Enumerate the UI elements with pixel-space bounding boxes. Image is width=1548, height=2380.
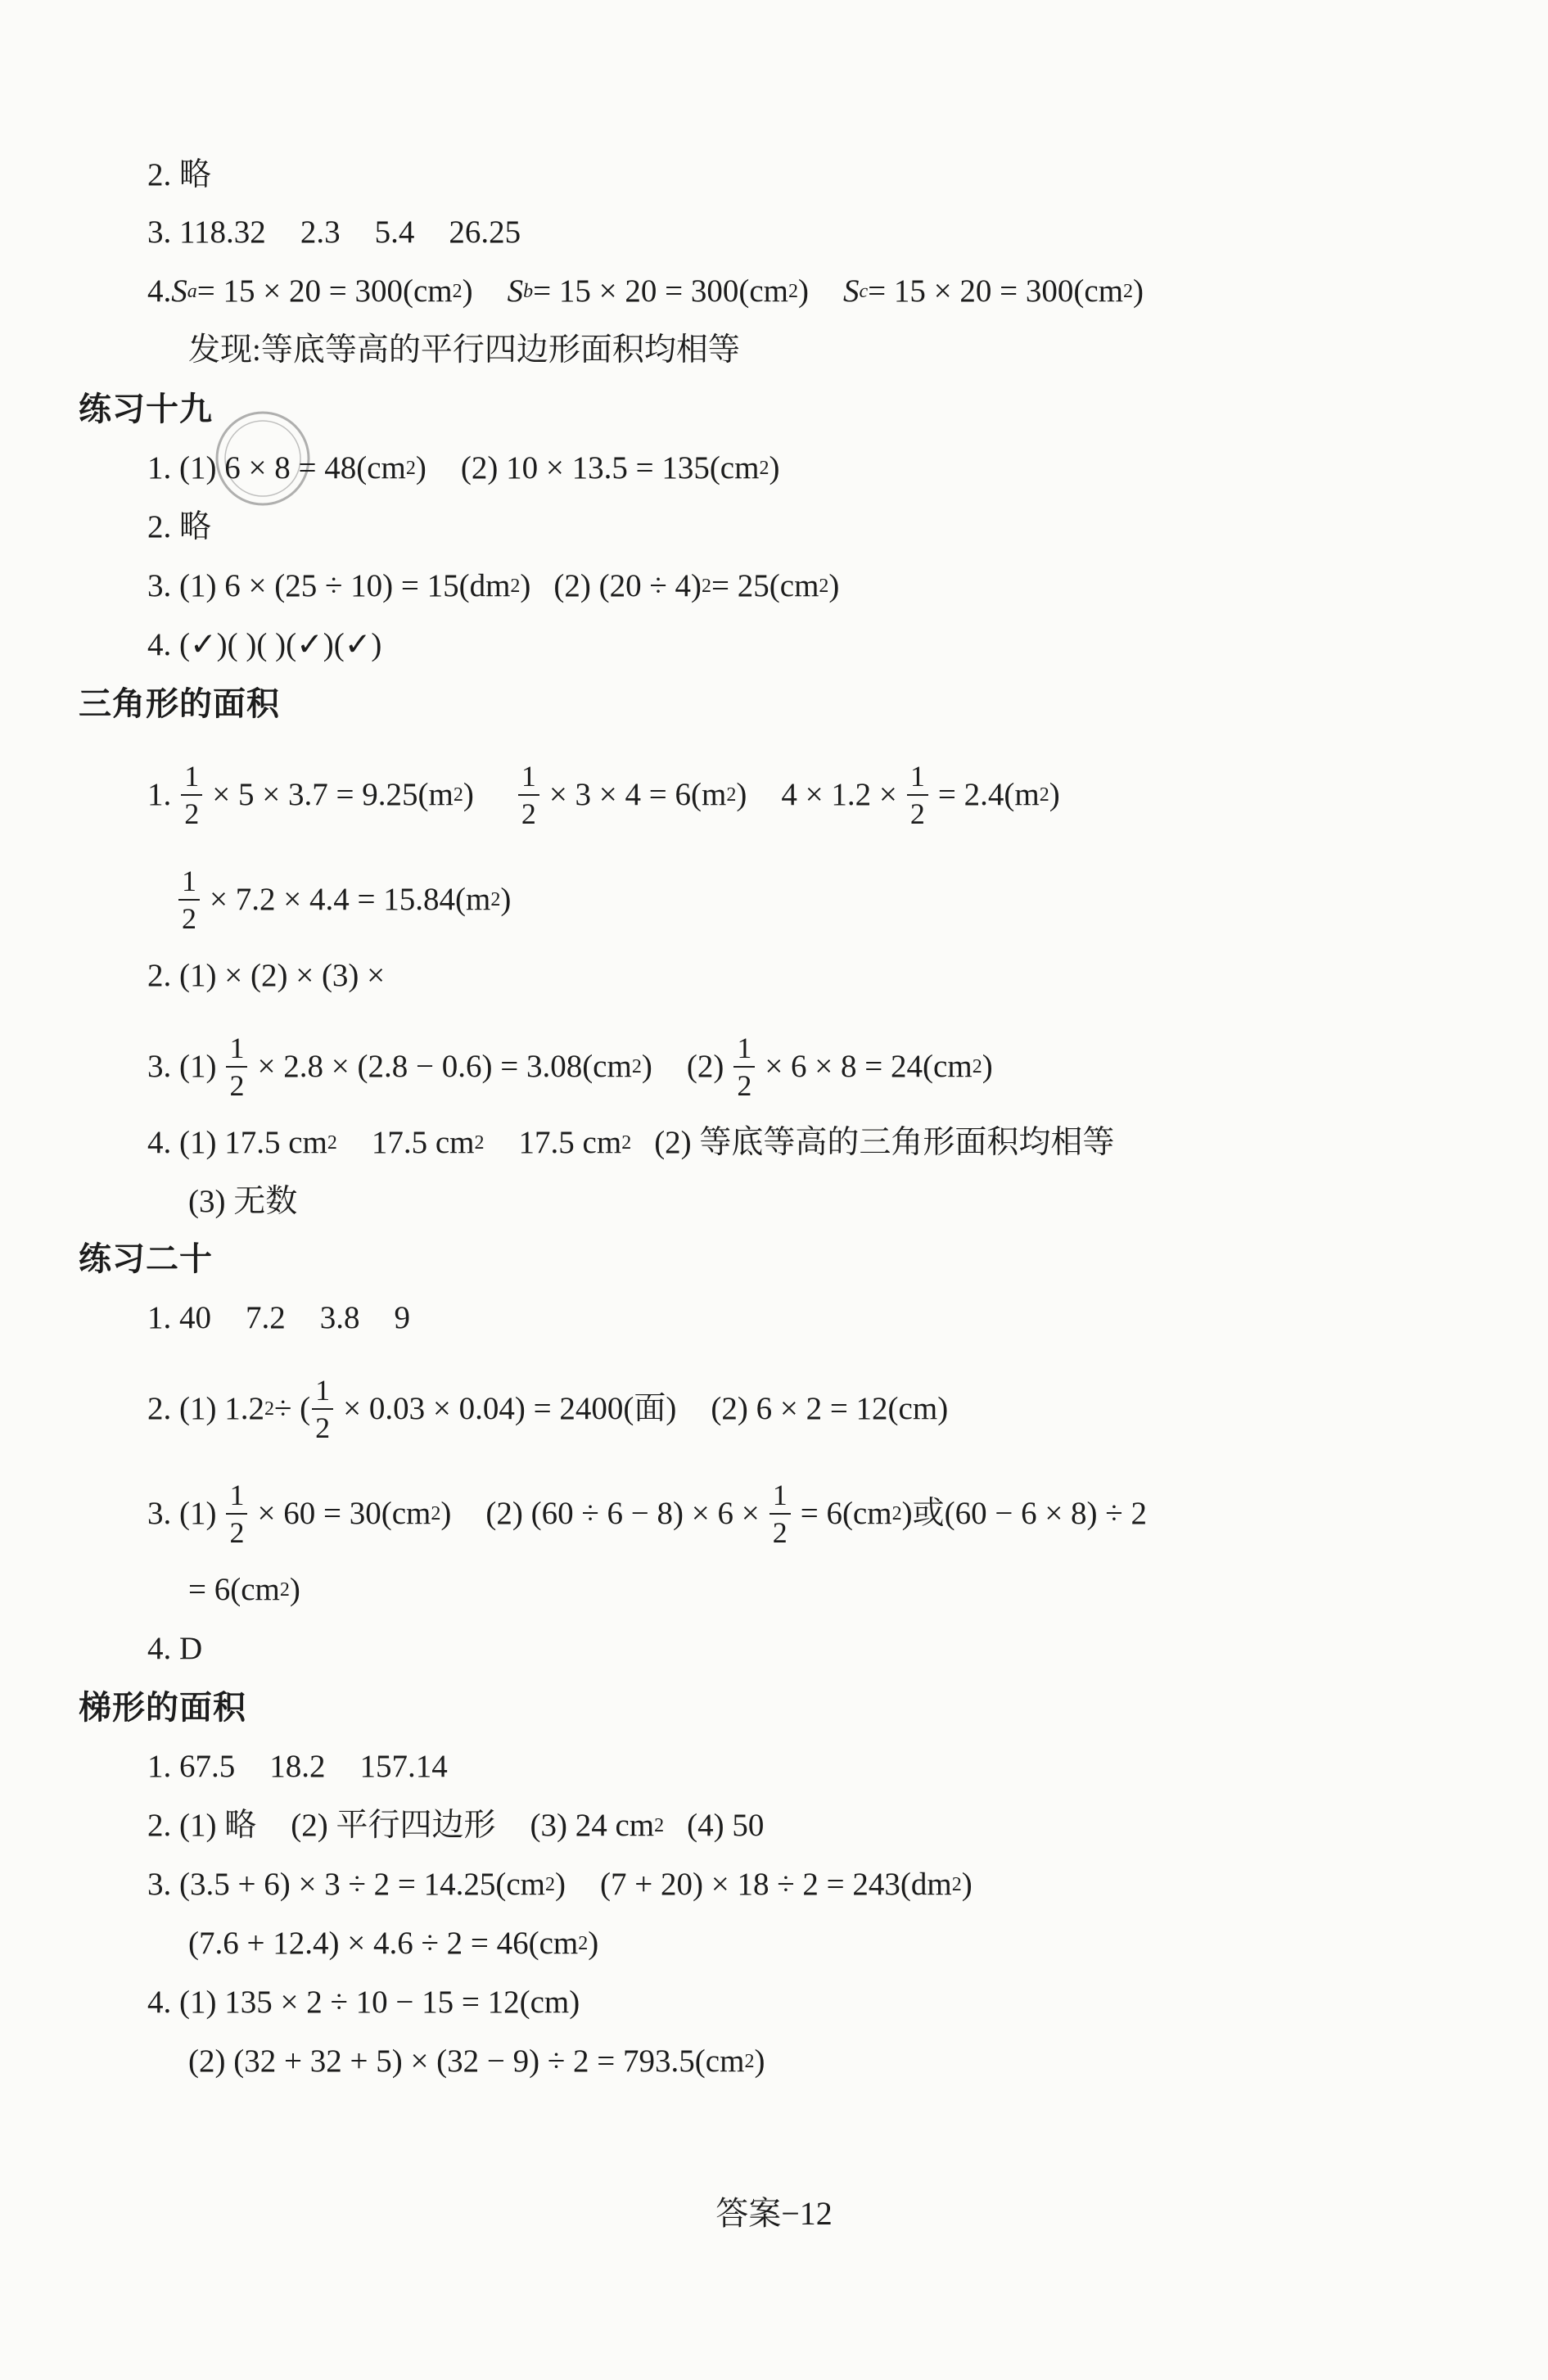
answer-line: 3. 118.32 2.3 5.4 26.25	[147, 215, 521, 250]
answer-line: 2. (1) × (2) × (3) ×	[147, 958, 386, 993]
answer-line: = 6(cm 2 )	[188, 1572, 300, 1607]
answer-line: 1. 67.5 18.2 157.14	[147, 1749, 448, 1784]
answer-line: 4. (1) 135 × 2 ÷ 10 − 15 = 12(cm)	[147, 1985, 580, 2020]
answer-line: 3. (1) $\frac{1}{2}$ × 2.8 × (2.8 − 0.6) = 3.08(cm 2 ) (2) $\frac{1}{2}$ × 6 × 8 = 24(cm 2 )	[147, 1032, 993, 1102]
answer-line: 1. (1) 6 × 8 = 48(cm 2 ) (2) 10 × 13.5 = 135(cm 2 )	[147, 450, 780, 485]
fraction-half: $\frac{1}{2}$	[733, 1033, 755, 1100]
fraction-half: $\frac{1}{2}$	[181, 761, 202, 829]
section-heading: 三角形的面积	[79, 685, 280, 723]
answer-line: (2) (32 + 32 + 5) × (32 − 9) ÷ 2 = 793.5(cm 2 )	[188, 2044, 765, 2079]
answer-line: 发现:等底等高的平行四边形面积均相等	[188, 332, 740, 368]
section-heading: 练习二十	[79, 1240, 213, 1278]
fraction-half: $\frac{1}{2}$	[178, 866, 200, 933]
answer-line: 4. (✓)( )( )(✓)(✓)	[147, 627, 382, 662]
answer-line: 1. 40 7.2 3.8 9	[147, 1300, 410, 1335]
answer-line: 2. 略	[147, 509, 212, 544]
answer-line: 2. (1) 1.2 2 ÷ ( $\frac{1}{2}$ × 0.03 × 0.04) = 2400(面) (2) 6 × 2 = 12(cm)	[147, 1374, 949, 1444]
answer-line: 1. $\frac{1}{2}$ × 5 × 3.7 = 9.25(m 2 ) $\frac{1}{2}$ × 3 × 4 = 6(m 2 ) 4 × 1.2 × $\frac{1}{2}$ = 2.4(m 2 )	[147, 760, 1060, 830]
fraction-half: $\frac{1}{2}$	[226, 1033, 247, 1100]
fraction-half: $\frac{1}{2}$	[769, 1480, 791, 1547]
answer-line: 3. (1) 6 × (25 ÷ 10) = 15(dm 2 ) (2) (20 ÷ 4) 2 = 25(cm 2 )	[147, 568, 840, 603]
section-heading: 练习十九	[79, 391, 213, 428]
fraction-half: $\frac{1}{2}$	[907, 761, 928, 829]
section-heading: 梯形的面积	[79, 1689, 246, 1727]
answer-line: 4. D	[147, 1631, 203, 1666]
answer-line: 3. (1) $\frac{1}{2}$ × 60 = 30(cm 2 ) (2) (60 ÷ 6 − 8) × 6 × $\frac{1}{2}$ = 6(cm 2 )或(60 − 6 × 8) ÷ 2	[147, 1479, 1147, 1549]
answer-line: 2. 略	[147, 157, 212, 192]
answer-line: (7.6 + 12.4) × 4.6 ÷ 2 = 46(cm 2 )	[188, 1926, 599, 1961]
answer-line: 4. (1) 17.5 cm 2 17.5 cm 2 17.5 cm 2 (2) 等底等高的三角形面积均相等	[147, 1125, 1115, 1160]
answer-line: 4. S a = 15 × 20 = 300(cm 2 ) S b = 15 × 20 = 300(cm 2 ) S c = 15 × 20 = 300(cm 2 )	[147, 273, 1144, 309]
fraction-half: $\frac{1}{2}$	[312, 1375, 333, 1443]
answer-line: 2. (1) 略 (2) 平行四边形 (3) 24 cm 2 (4) 50	[147, 1808, 765, 1843]
fraction-half: $\frac{1}{2}$	[518, 761, 539, 829]
answer-line: (3) 无数	[188, 1184, 298, 1219]
answer-line: $\frac{1}{2}$ × 7.2 × 4.4 = 15.84(m 2 )	[178, 866, 511, 933]
page-number: 答案−12	[715, 2195, 833, 2232]
fraction-half: $\frac{1}{2}$	[226, 1480, 247, 1547]
answer-line: 3. (3.5 + 6) × 3 ÷ 2 = 14.25(cm 2 ) (7 + 20) × 18 ÷ 2 = 243(dm 2 )	[147, 1867, 973, 1902]
